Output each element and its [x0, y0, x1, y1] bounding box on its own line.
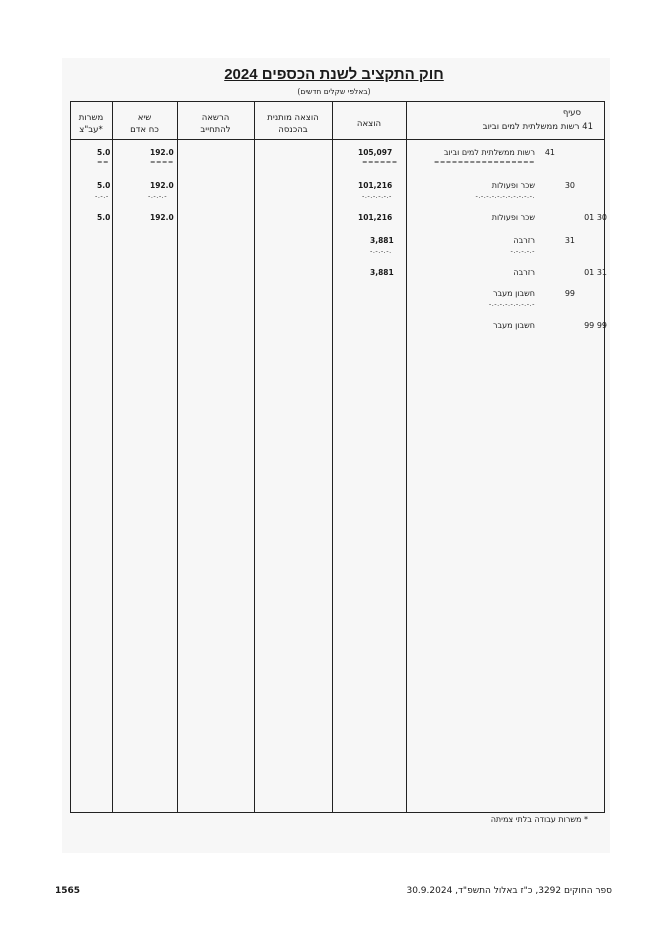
row-expense-underline: -.-.-.-.-.- — [362, 192, 392, 200]
row-expense-underline: -.-.-.-. — [370, 247, 392, 255]
row-name: רזרבה — [513, 268, 535, 277]
row-expense: 101,216 — [358, 213, 393, 222]
header-section-label: סעיף — [562, 108, 581, 118]
row-code: 01 31 — [584, 268, 607, 277]
footnote: * משרות עבודה בלתי צמיתה — [490, 815, 588, 824]
header-conditional-expense: הוצאה מותנית בהכנסה — [267, 113, 319, 135]
row-underline: ================= — [433, 158, 535, 166]
row-code: 99 99 — [584, 321, 607, 330]
header-section-name: 41 רשות ממשלתית למים וביוב — [482, 122, 593, 132]
row-name: רשות ממשלתית למים וביוב — [443, 148, 535, 157]
row-code: 31 — [564, 236, 575, 245]
row-name: שכר ופעולות — [491, 213, 535, 222]
gazette-reference: ספר החוקים 3292, כ"ז באלול התשפ"ד, 30.9.2024 — [406, 886, 612, 896]
row-underline: -.-.-.-.-.-.-.-.- — [488, 300, 535, 308]
row-code: 01 30 — [584, 213, 607, 222]
header-expense: הוצאה — [356, 119, 382, 129]
header-manpower: שיא כח אדם — [130, 113, 159, 135]
budget-table — [70, 101, 605, 813]
row-code: 99 — [564, 289, 575, 298]
row-manpower-underline: -.-.-.- — [148, 192, 168, 200]
row-contract-underline: -.-.- — [95, 192, 109, 200]
row-manpower: 192.0 — [150, 148, 174, 157]
row-underline: -.-.-.-.-.-.-.-.-.-.-. — [475, 192, 535, 200]
col-divider — [112, 102, 113, 812]
row-expense: 101,216 — [358, 181, 393, 190]
row-contract-underline: == — [97, 158, 109, 166]
page-title: חוק התקציב לשנת הכספים 2024 — [224, 66, 444, 83]
row-manpower-underline: ==== — [150, 158, 174, 166]
col-divider — [254, 102, 255, 812]
col-divider — [332, 102, 333, 812]
page-subtitle: (באלפי שקלים חדשים) — [297, 87, 371, 96]
row-name: חשבון מעבר — [492, 321, 535, 330]
col-divider — [177, 102, 178, 812]
row-expense: 3,881 — [370, 236, 394, 245]
table-border-left — [70, 102, 71, 812]
row-code: 30 — [564, 181, 575, 190]
row-contract: 5.0 — [97, 213, 111, 222]
row-contract: 5.0 — [97, 148, 111, 157]
row-code: 41 — [544, 148, 555, 157]
page-number: 1565 — [55, 886, 81, 896]
header-divider — [70, 139, 605, 140]
row-contract: 5.0 — [97, 181, 111, 190]
row-underline: -.-.-.-.- — [510, 247, 535, 255]
row-expense: 105,097 — [358, 148, 393, 157]
col-divider — [406, 102, 407, 812]
row-expense-underline: ====== — [362, 158, 398, 166]
row-name: חשבון מעבר — [492, 289, 535, 298]
row-expense: 3,881 — [370, 268, 394, 277]
row-name: שכר ופעולות — [491, 181, 535, 190]
header-contract: משרות עב"צ* — [78, 113, 104, 135]
row-manpower: 192.0 — [150, 213, 174, 222]
table-border-right — [604, 102, 605, 812]
header-commitment: הרשאה להתחייב — [200, 113, 231, 135]
row-name: רזרבה — [513, 236, 535, 245]
row-manpower: 192.0 — [150, 181, 174, 190]
